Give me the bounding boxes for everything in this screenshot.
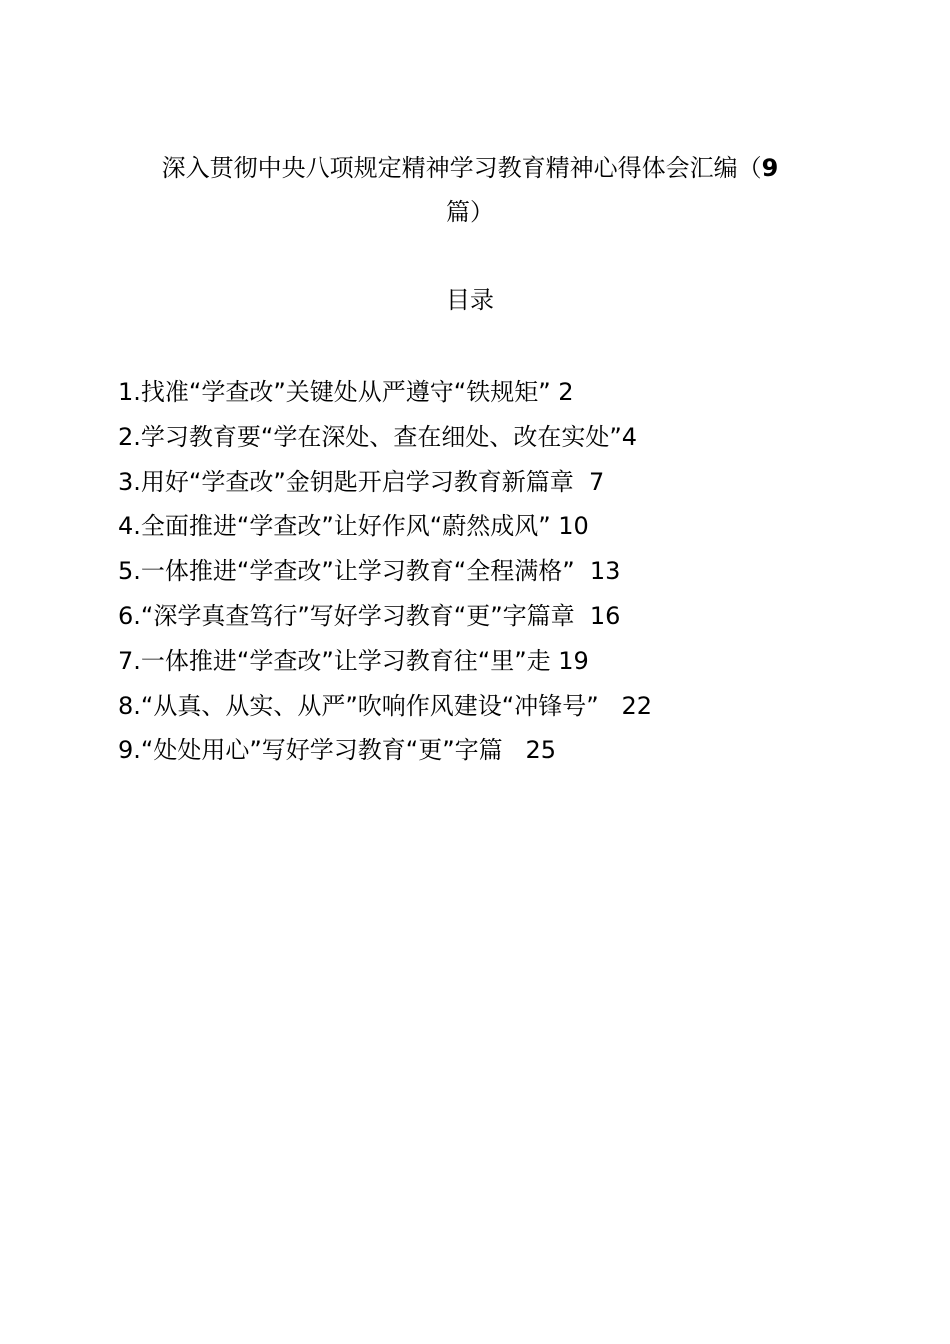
toc-item <box>118 415 652 460</box>
toc-item <box>118 504 652 549</box>
toc-item-page: 4 <box>621 422 638 451</box>
toc-item-page: 16 <box>574 601 621 630</box>
toc-item-title: 1.找准“学查改”关键处从严遵守“铁规矩” <box>118 378 551 406</box>
toc-item <box>118 728 652 773</box>
toc-heading: 目录 <box>446 286 494 314</box>
toc-item <box>118 684 652 729</box>
toc-item-title: 7.一体推进“学查改”让学习教育往“里”走 <box>118 646 551 675</box>
toc-item <box>118 370 652 415</box>
document-title <box>120 146 820 234</box>
toc-item-page: 13 <box>574 557 621 586</box>
title-main: 深入贯彻中央八项规定精神学习教育精神心得体会汇编（ <box>161 154 762 182</box>
toc-item-page: 19 <box>550 646 589 675</box>
toc-item-page: 7 <box>573 467 605 496</box>
toc-item-title: 5.一体推进“学查改”让学习教育“全程满格” <box>118 557 575 586</box>
toc-item-page: 2 <box>550 378 574 406</box>
table-of-contents <box>118 370 652 773</box>
toc-item-page: 10 <box>550 512 589 541</box>
toc-item-title: 2.学习教育要“学在深处、查在细处、改在实处” <box>118 422 622 451</box>
toc-item <box>118 460 652 505</box>
toc-item-title: 6.“深学真查笃行”写好学习教育“更”字篇章 <box>118 601 575 630</box>
title-count: 9 <box>761 154 779 182</box>
toc-item-title: 3.用好“学查改”金钥匙开启学习教育新篇章 <box>118 467 574 496</box>
toc-item <box>118 594 652 639</box>
title-end: 篇） <box>446 198 494 226</box>
toc-item <box>118 639 652 684</box>
toc-item <box>118 549 652 594</box>
toc-item-page: 22 <box>598 691 653 720</box>
toc-item-title: 9.“处处用心”写好学习教育“更”字篇 <box>118 736 503 765</box>
toc-item-page: 25 <box>502 736 557 765</box>
toc-item-title: 4.全面推进“学查改”让好作风“蔚然成风” <box>118 512 551 541</box>
toc-item-title: 8.“从真、从实、从严”吹响作风建设“冲锋号” <box>118 691 599 720</box>
